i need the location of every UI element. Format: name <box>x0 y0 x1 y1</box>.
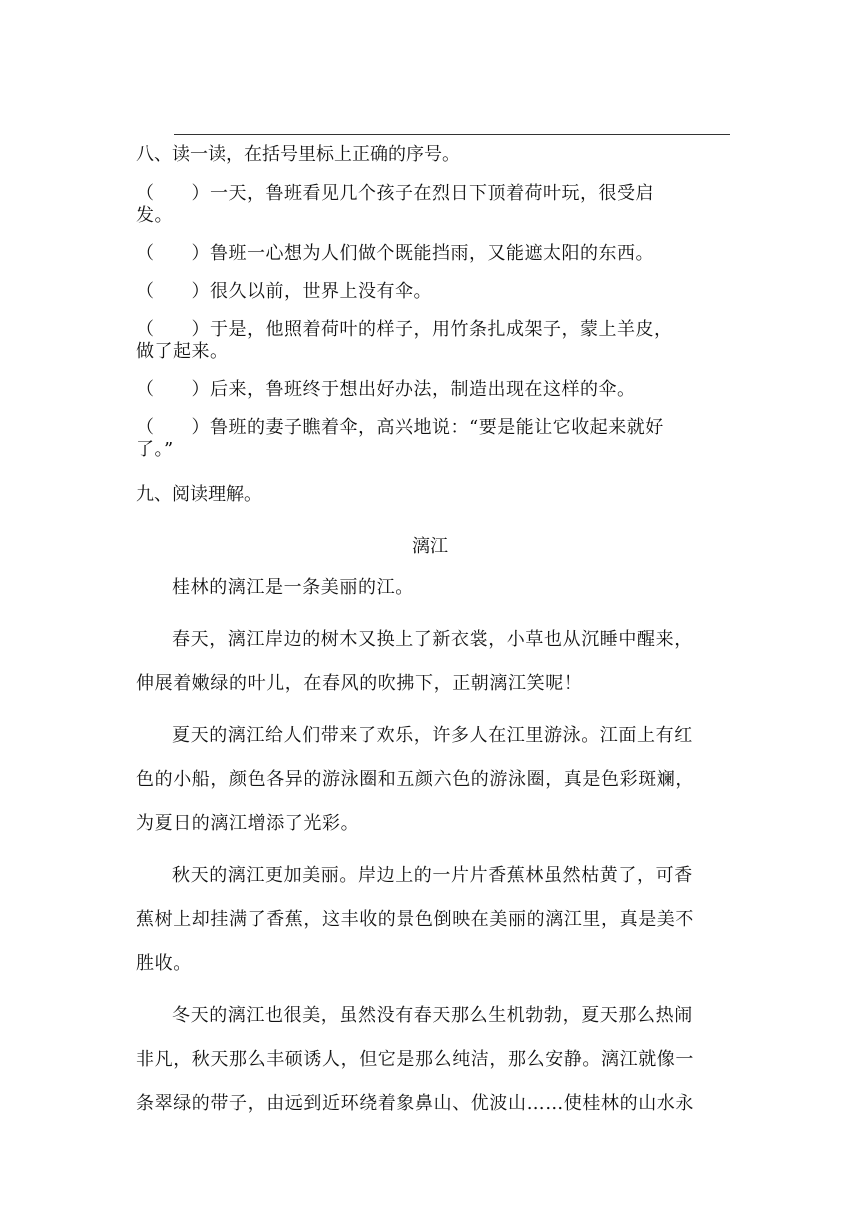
header-rule <box>174 134 730 135</box>
paragraph-line: 冬天的漓江也很美，虽然没有春天那么生机勃勃，夏天那么热闹 <box>172 1005 693 1026</box>
paragraph-line: 伸展着嫩绿的叶儿，在春风的吹拂下，正朝漓江笑呢！ <box>136 673 583 694</box>
paragraph-line: 桂林的漓江是一条美丽的江。 <box>172 577 414 598</box>
paragraph-line: 蕉树上却挂满了香蕉，这丰收的景色倒映在美丽的漓江里，真是美不 <box>136 909 694 930</box>
ordering-item <box>136 183 736 227</box>
ordering-item <box>136 243 736 265</box>
article-body <box>136 566 736 1134</box>
article-paragraph <box>136 994 736 1126</box>
article-paragraph <box>136 854 736 986</box>
item-line: 发。 <box>136 205 173 226</box>
section-9-title: 九、阅读理解。 <box>136 484 262 505</box>
paragraph-line: 秋天的漓江更加美丽。岸边上的一片片香蕉林虽然枯黄了，可香 <box>172 865 693 886</box>
item-line: 了。” <box>136 439 174 460</box>
paragraph-line: 春天，漓江岸边的树木又换上了新衣裳，小草也从沉睡中醒来， <box>172 629 693 650</box>
paragraph-line: 夏天的漓江给人们带来了欢乐，许多人在江里游泳。江面上有红 <box>172 725 693 746</box>
paragraph-line: 非凡，秋天那么丰硕诱人，但它是那么纯洁，那么安静。漓江就像一 <box>136 1049 694 1070</box>
item-line: （ ）于是，他照着荷叶的样子，用竹条扎成架子，蒙上羊皮， <box>136 319 673 340</box>
paragraph-line: 为夏日的漓江增添了光彩。 <box>136 813 360 834</box>
article-title: 漓江 <box>412 536 448 557</box>
item-line: 做了起来。 <box>136 341 229 362</box>
item-line: （ ）鲁班的妻子瞧着伞，高兴地说：“要是能让它收起来就好 <box>136 417 664 438</box>
paragraph-line: 条翠绿的带子，由远到近环绕着象鼻山、优波山……使桂林的山水永 <box>136 1093 694 1114</box>
ordering-item <box>136 281 736 303</box>
article-paragraph <box>136 566 736 610</box>
item-line: （ ）一天，鲁班看见几个孩子在烈日下顶着荷叶玩，很受启 <box>136 183 654 204</box>
ordering-item <box>136 319 736 363</box>
ordering-item <box>136 417 736 461</box>
article-paragraph <box>136 714 736 846</box>
section-8-title: 八、读一读，在括号里标上正确的序号。 <box>136 144 460 165</box>
ordering-item <box>136 379 736 401</box>
item-line: （ ）很久以前，世界上没有伞。 <box>136 281 432 302</box>
item-line: （ ）后来，鲁班终于想出好办法，制造出现在这样的伞。 <box>136 379 636 400</box>
section-8 <box>136 143 736 461</box>
item-line: （ ）鲁班一心想为人们做个既能挡雨，又能遮太阳的东西。 <box>136 243 654 264</box>
paragraph-line: 胜收。 <box>136 953 192 974</box>
paragraph-line: 色的小船，颜色各异的游泳圈和五颜六色的游泳圈，真是色彩斑斓， <box>136 769 694 790</box>
article-paragraph <box>136 618 736 706</box>
